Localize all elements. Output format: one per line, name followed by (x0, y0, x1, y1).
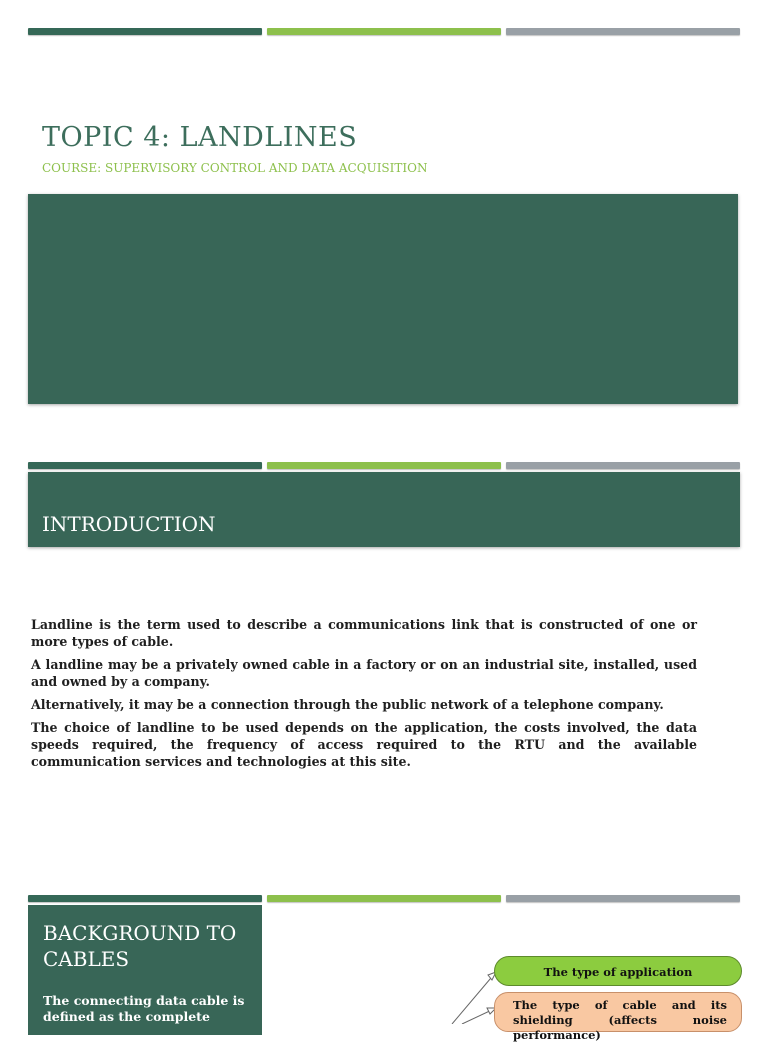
slide1-green-panel (28, 194, 738, 404)
accent-bar-grey (506, 462, 740, 469)
accent-bar-light-green (267, 462, 501, 469)
paragraph: Landline is the term used to describe a communications link that is constructed of one or more types of cable. (31, 617, 697, 649)
accent-bar-dark-green (28, 895, 262, 902)
accent-bar-dark-green (28, 28, 262, 35)
accent-bar-light-green (267, 28, 501, 35)
slide3-accent-bars (28, 895, 740, 902)
accent-bar-grey (506, 895, 740, 902)
slide2-body (31, 616, 697, 776)
slide3-text: The connecting data cable is defined as the complete (43, 993, 245, 1024)
slide3-heading: BACKGROUND TO CABLES (43, 921, 237, 971)
accent-bar-dark-green (28, 462, 262, 469)
slide2-accent-bars (28, 462, 740, 469)
cable-factors-diagram (440, 950, 750, 1042)
paragraph: A landline may be a privately owned cable in a factory or on an industrial site, installed, used and owned by a company. (31, 657, 697, 689)
accent-bar-grey (506, 28, 740, 35)
slide3-side-panel (28, 905, 262, 1035)
accent-bar-light-green (267, 895, 501, 902)
slide1-accent-bars (28, 28, 740, 35)
cable-shielding-box: The type of cable and its shielding (affects noise performance) (494, 992, 742, 1032)
application-type-box: The type of application (494, 956, 742, 986)
paragraph: Alternatively, it may be a connection through the public network of a telephone company. (31, 697, 664, 712)
slide1-subtitle: COURSE: SUPERVISORY CONTROL AND DATA ACQUISITION (42, 161, 428, 175)
paragraph: The choice of landline to be used depends on the application, the costs involved, the data speeds required, the frequency of access required to the RTU and the available communication services and technologies at this site. (31, 720, 697, 769)
slide2-heading-band (28, 472, 740, 547)
slide2-heading: INTRODUCTION (42, 512, 216, 536)
slide1-title: TOPIC 4: LANDLINES (42, 122, 358, 153)
